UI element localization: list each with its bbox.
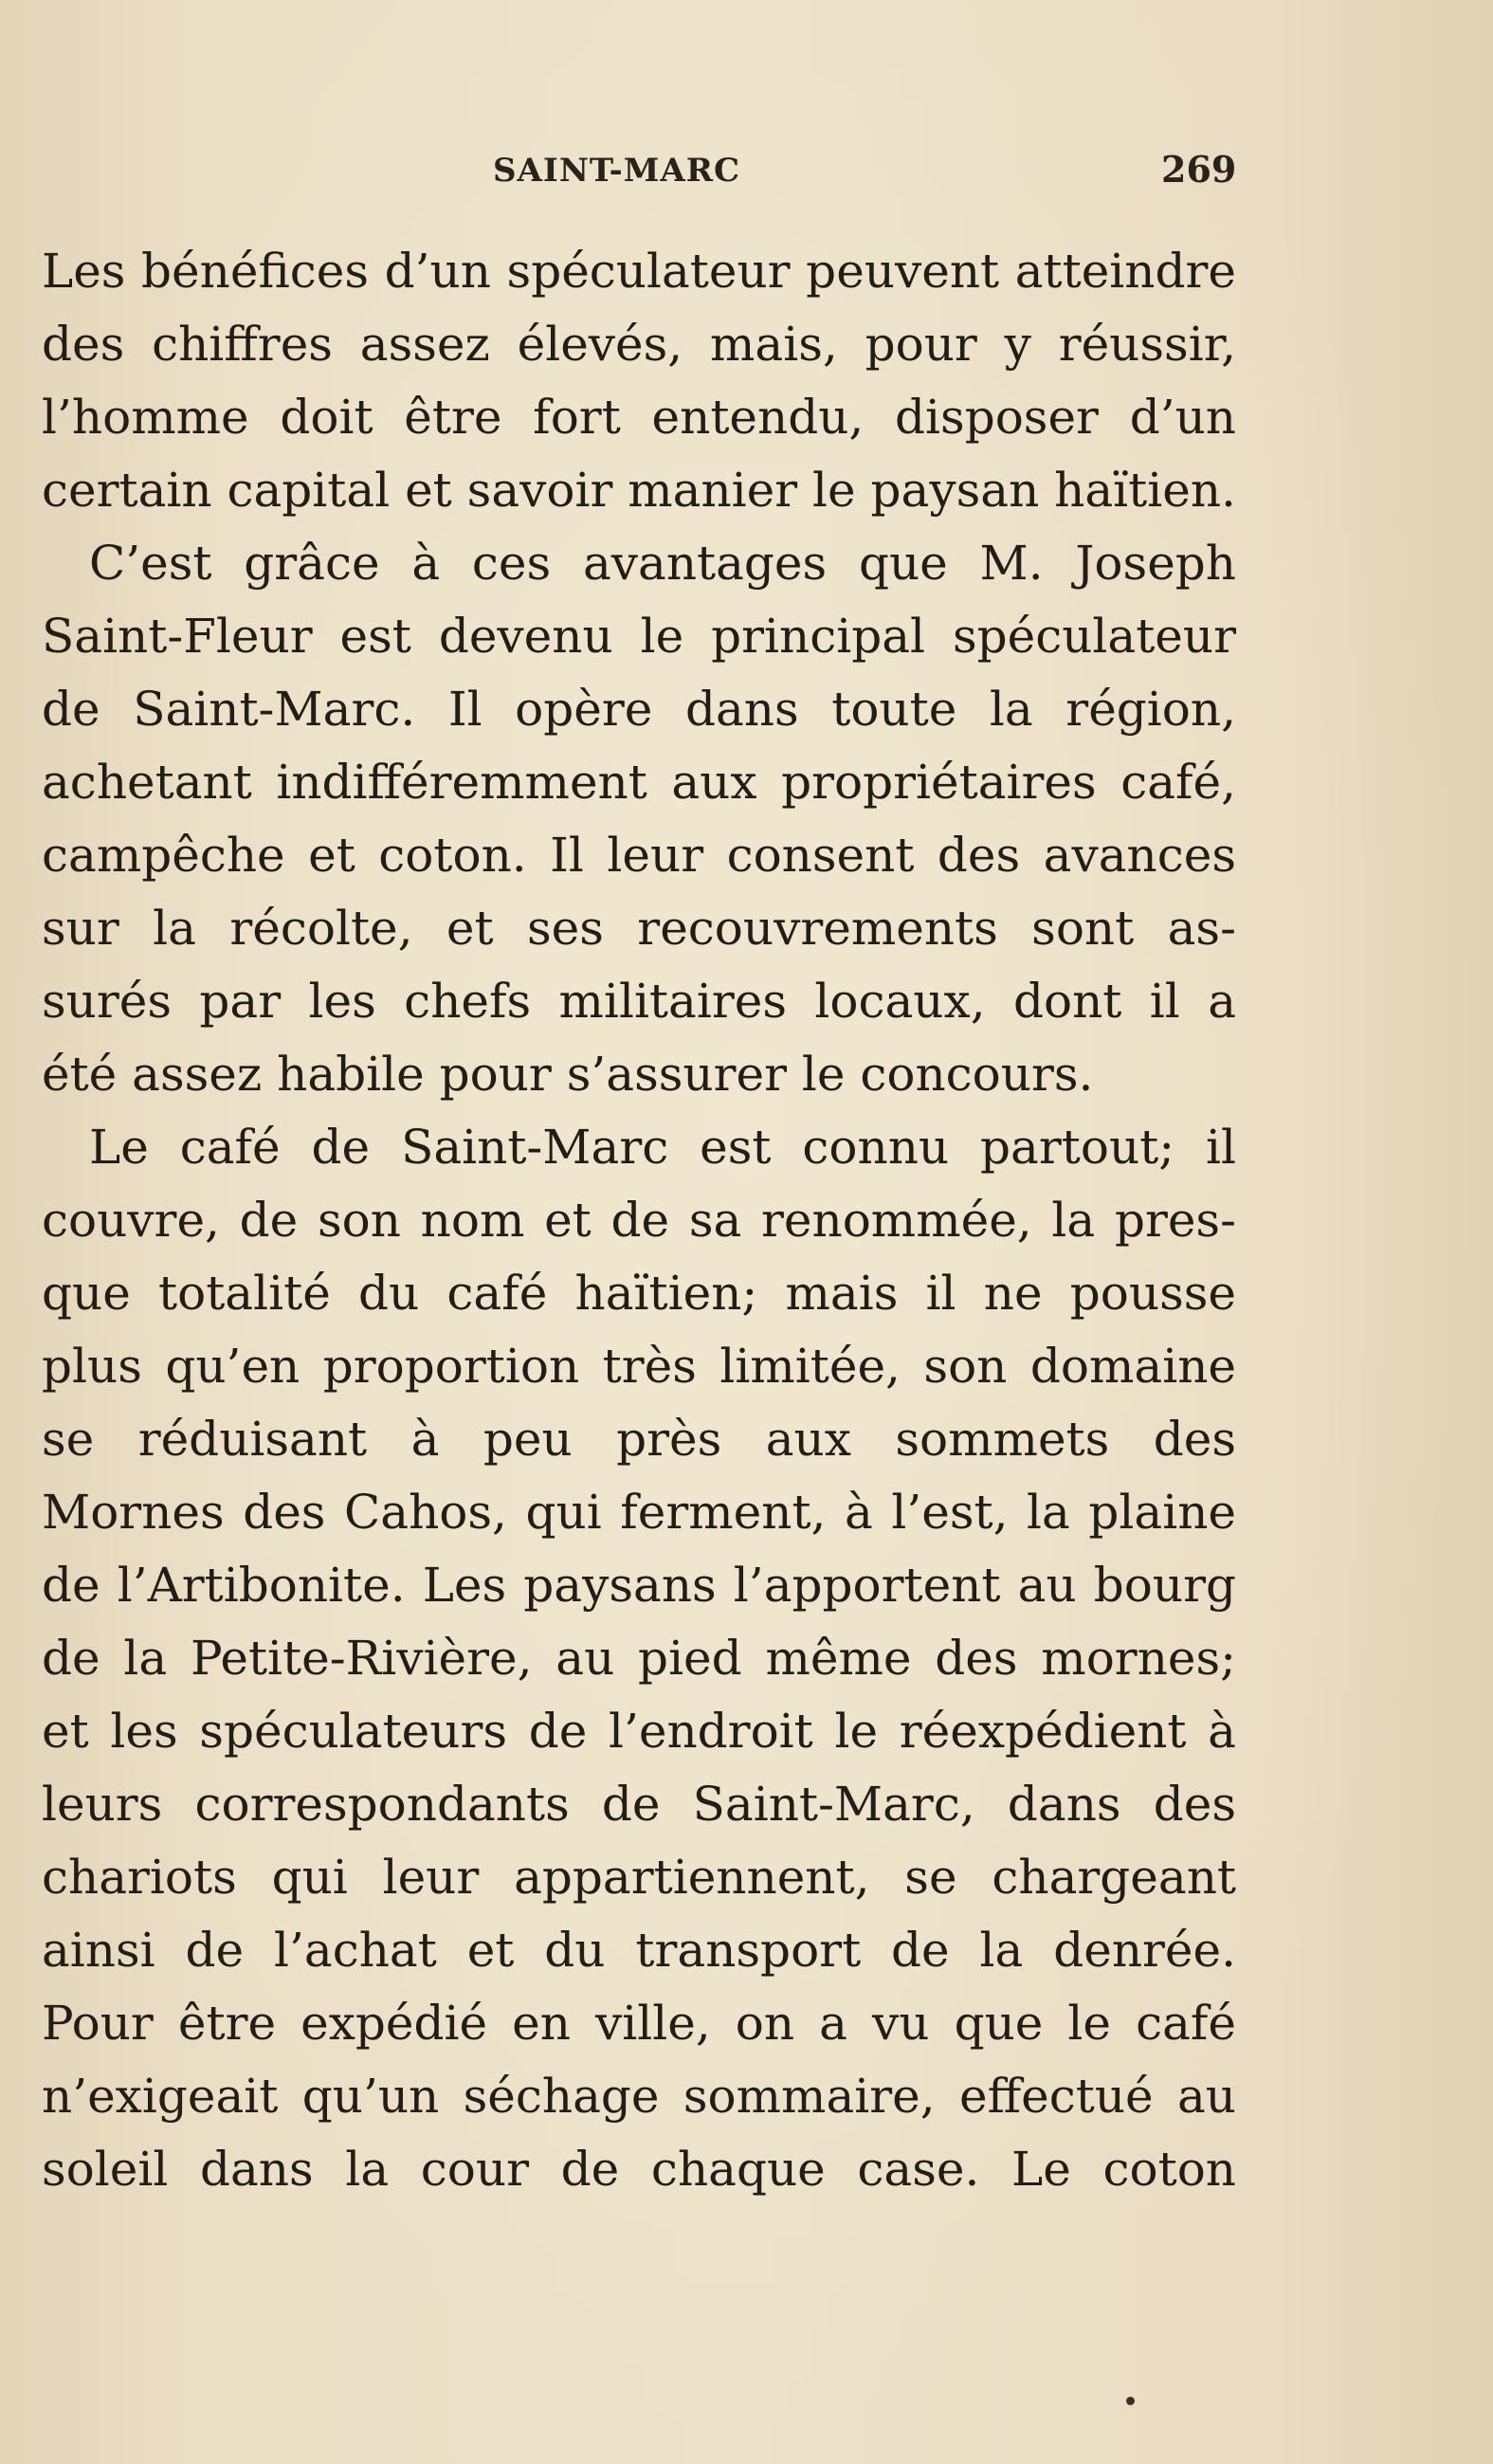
- text-line: chariots qui leur appartiennent, se chargeant: [42, 1850, 1236, 1905]
- text-line: Mornes des Cahos, qui ferment, à l’est, la plaine: [42, 1485, 1236, 1540]
- text-line: certain capital et savoir manier le paysan haïtien.: [42, 463, 1236, 518]
- text-line: sur la récolte, et ses recouvrements sont as-: [42, 901, 1236, 956]
- text-line: Pour être expédié en ville, on a vu que le café: [42, 1996, 1236, 2051]
- text-line: soleil dans la cour de chaque case. Le coton: [42, 2142, 1236, 2197]
- text-line: de la Petite-Rivière, au pied même des mornes;: [42, 1631, 1236, 1686]
- text-line: plus qu’en proportion très limitée, son domaine: [42, 1339, 1236, 1394]
- text-line: leurs correspondants de Saint-Marc, dans des: [42, 1777, 1236, 1832]
- text-line: et les spéculateurs de l’endroit le réexpédient à: [42, 1704, 1236, 1759]
- page-header: [0, 142, 1493, 199]
- running-head: SAINT-MARC: [493, 152, 741, 190]
- ink-speck: [1126, 2397, 1135, 2405]
- text-line: des chiffres assez élevés, mais, pour y réussir,: [42, 317, 1236, 372]
- text-line: de l’Artibonite. Les paysans l’apportent au bourg: [42, 1558, 1236, 1613]
- text-line: que totalité du café haïtien; mais il ne pousse: [42, 1266, 1236, 1321]
- body-text: [42, 235, 1236, 2206]
- text-line: n’exigeait qu’un séchage sommaire, effectué au: [42, 2069, 1236, 2124]
- text-line: Le café de Saint-Marc est connu partout; il: [89, 1120, 1236, 1175]
- text-line: Les bénéfices d’un spéculateur peuvent atteindre: [42, 244, 1236, 299]
- text-line: de Saint-Marc. Il opère dans toute la région,: [42, 682, 1236, 737]
- text-line: surés par les chefs militaires locaux, dont il a: [42, 974, 1236, 1029]
- page-number: 269: [1161, 148, 1237, 191]
- text-line: campêche et coton. Il leur consent des avances: [42, 828, 1236, 883]
- text-line: se réduisant à peu près aux sommets des: [42, 1412, 1236, 1467]
- text-line: été assez habile pour s’assurer le concours.: [42, 1047, 1094, 1102]
- text-line: couvre, de son nom et de sa renommée, la pres-: [42, 1193, 1236, 1248]
- text-line: l’homme doit être fort entendu, disposer d’un: [42, 390, 1236, 445]
- text-line: C’est grâce à ces avantages que M. Joseph: [89, 536, 1236, 591]
- text-line: ainsi de l’achat et du transport de la denrée.: [42, 1923, 1236, 1978]
- text-line: Saint-Fleur est devenu le principal spéculateur: [42, 609, 1236, 664]
- text-line: achetant indifféremment aux propriétaires café,: [42, 755, 1236, 810]
